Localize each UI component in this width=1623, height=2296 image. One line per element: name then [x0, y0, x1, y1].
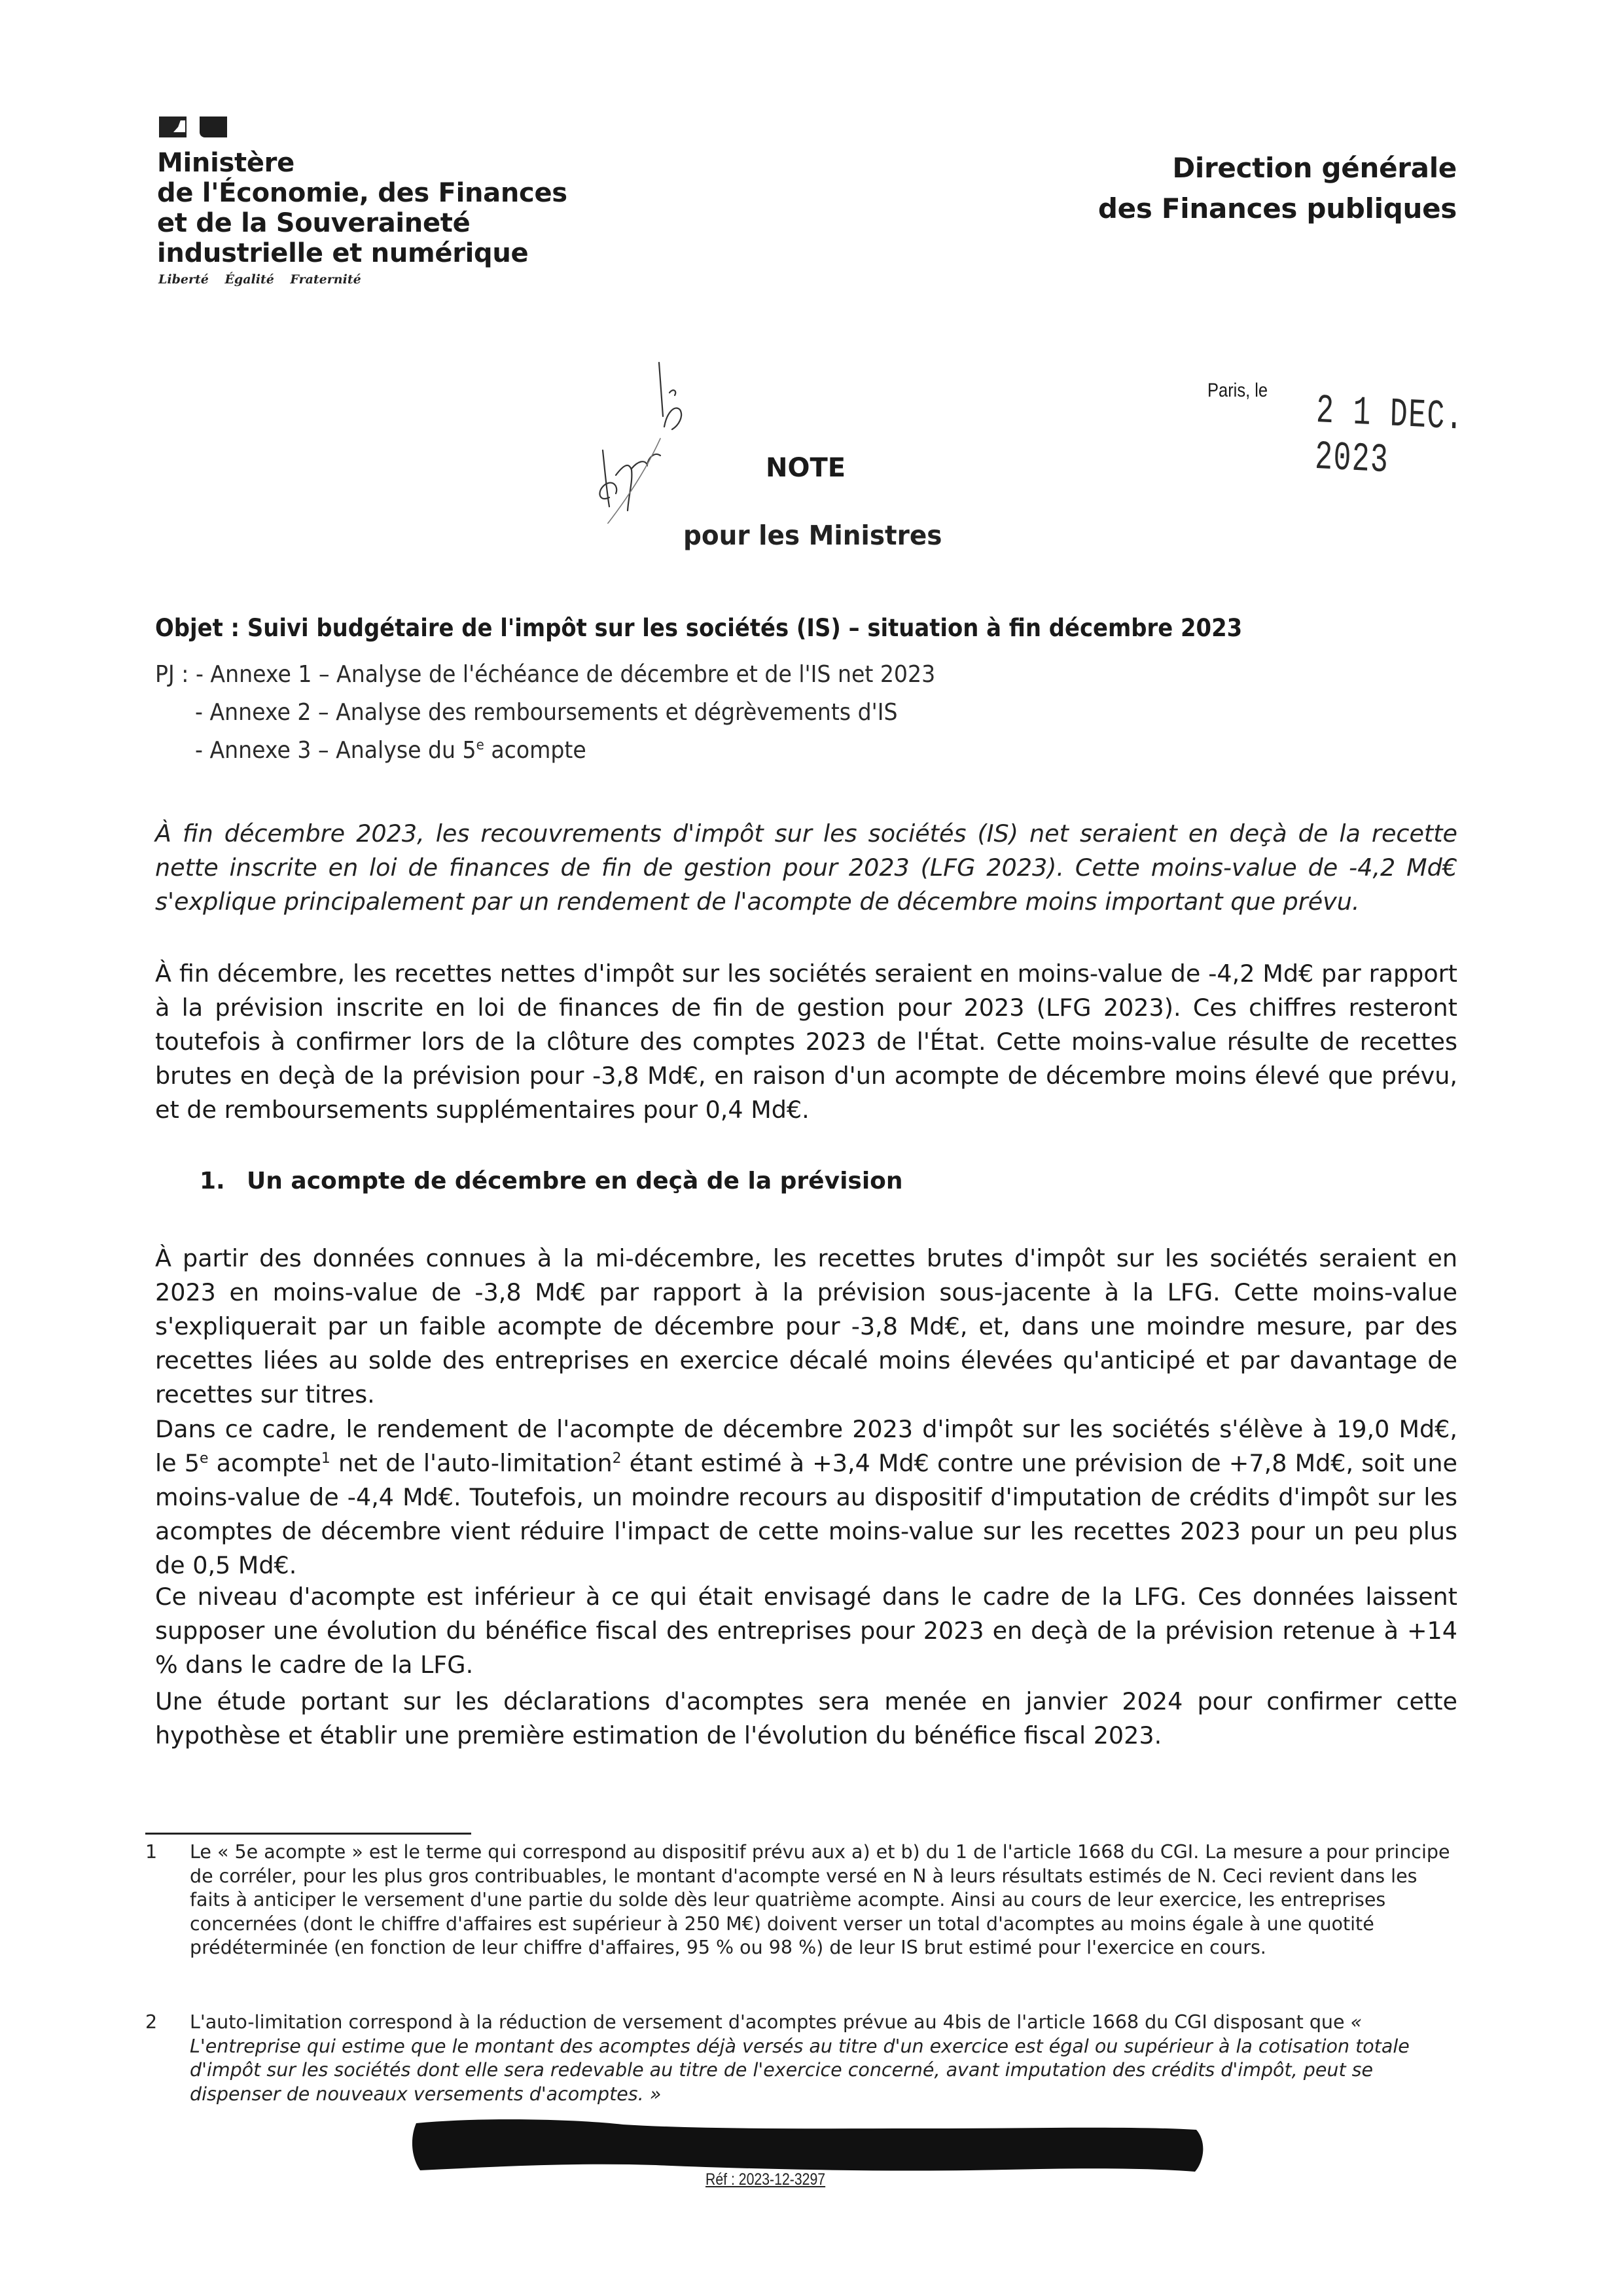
redaction-blot [412, 2119, 1203, 2172]
attachment-text: acompte [484, 737, 586, 764]
footnote-body: L'auto-limitation correspond à la réduction de versement d'acomptes prévue au 4bis de l'article 1668 du CGI disposant que [190, 2011, 1351, 2033]
direction-line: Direction générale [1172, 152, 1457, 184]
note-title: NOTE [766, 453, 846, 483]
footnote-text [190, 2011, 1461, 2106]
footnote-separator [145, 1833, 471, 1835]
signature-stroke [669, 390, 675, 395]
place-label: Paris, le [1207, 380, 1268, 401]
signature-stroke [607, 439, 660, 524]
ministry-name [157, 148, 567, 268]
signature-stroke [616, 465, 632, 511]
attachment-item [195, 737, 586, 764]
ministry-line: Ministère [157, 148, 294, 178]
date-stamp: 2 1 DEC. 2023 [1314, 387, 1465, 484]
ministry-line: de l'Économie, des Finances [157, 178, 567, 208]
paragraph-text: net de l'auto-limitation [330, 1449, 613, 1477]
footnote [145, 2011, 1461, 2106]
section-heading [200, 1168, 903, 1194]
superscript: e [200, 1450, 209, 1467]
direction-line: des Finances publiques [1097, 192, 1457, 224]
marianne-logo-icon [159, 117, 232, 137]
section-number: 1. [200, 1168, 225, 1194]
summary-paragraph: À fin décembre 2023, les recouvrements d'impôt sur les sociétés (IS) net seraient en deçà de la recette nette inscrite en loi de finances de fin de gestion pour 2023 (LFG 2023). Cette moins-value de -4,2 Md€ s'explique principalement par un rendement de l'acompte de décembre moins important que prévu. [155, 819, 1457, 916]
direction-name [1098, 148, 1457, 229]
reference-number: Réf : 2023-12-3297 [705, 2170, 826, 2189]
subject-line: Objet : Suivi budgétaire de l'impôt sur les sociétés (IS) – situation à fin décembre 2023 [155, 614, 1243, 642]
footnote-quote: « L'entreprise qui estime que le montant des acomptes déjà versés au titre d'un exercice est égal ou supérieur à la cotisation totale d'impôt sur les sociétés dont elle sera redevable au titre de l'exercice concerné, avant imputation des crédits d'impôt, peut se dispenser de nouveaux versements d'acomptes. » [190, 2011, 1410, 2105]
superscript: e [476, 737, 484, 753]
paragraph-text: étant estimé à +3,4 Md€ contre une prévision de +7,8 Md€, soit une moins-value de -4,4 Md€. Toutefois, un moindre recours au dispositif d'imputation de crédits d'impôt sur les acomptes de décembre vient réduire l'impact de cette moins-value sur les recettes 2023 pour un peu plus de 0,5 Md€. [155, 1449, 1457, 1579]
ministry-line: et de la Souveraineté [157, 208, 471, 238]
footnote-number: 1 [145, 1841, 158, 1863]
footnote-text: Le « 5e acompte » est le terme qui correspond au dispositif prévu aux a) et b) du 1 de l'article 1668 du CGI. La mesure a pour principe de corréler, pour les plus gros contribuables, le montant d'acompte versé en N à leurs résultats estimés de N. Ceci revient dans les faits à anticiper le versement d'une partie du solde dès leur quatrième acompte. Ainsi au cours de leur exercice, les entreprises concernées (dont le chiffre d'affaires est supérieur à 250 M€) doivent verser un total d'acomptes au moins égale à une quotité prédéterminée (en fonction de leur chiffre d'affaires, 95 % ou 98 %) de leur IS brut estimé pour l'exercice en cours. [190, 1841, 1450, 1958]
handwritten-signature-icon [592, 353, 762, 524]
note-recipient: pour les Ministres [683, 520, 942, 551]
attachment-item: - Annexe 2 – Analyse des remboursements et dégrèvements d'IS [195, 699, 898, 726]
paragraph-text: Dans ce cadre, le rendement de l'acompte de décembre 2023 d'impôt sur les sociétés s'élève à 19,0 Md€, le 5 [155, 1415, 1457, 1477]
body-paragraph: Ce niveau d'acompte est inférieur à ce qui était envisagé dans le cadre de la LFG. Ces données laissent supposer une évolution du bénéfice fiscal des entreprises pour 2023 en deçà de la prévision retenue à +14 % dans le cadre de la LFG. [155, 1583, 1457, 1679]
redaction-mark [407, 2115, 1205, 2176]
attachment-text: - Annexe 3 – Analyse du 5 [195, 737, 476, 764]
footnote-ref-2[interactable]: 2 [612, 1450, 622, 1467]
footnote-number: 2 [145, 2011, 158, 2033]
signature-stroke [659, 363, 663, 416]
republic-motto: Liberté Égalité Fraternité [158, 272, 361, 287]
footnote [145, 1840, 1461, 1960]
attachment-item: PJ : - Annexe 1 – Analyse de l'échéance de décembre et de l'IS net 2023 [155, 661, 936, 688]
body-paragraph: Une étude portant sur les déclarations d'acomptes sera menée en janvier 2024 pour confirmer cette hypothèse et établir une première estimation de l'évolution du bénéfice fiscal 2023. [155, 1687, 1457, 1749]
footnote-ref-1[interactable]: 1 [321, 1450, 330, 1467]
paragraph-text: acompte [208, 1449, 321, 1477]
body-paragraph [155, 1412, 1457, 1583]
ministry-line: industrielle et numérique [157, 238, 529, 268]
body-paragraph: À fin décembre, les recettes nettes d'impôt sur les sociétés seraient en moins-value de -4,2 Md€ par rapport à la prévision inscrite en loi de finances de fin de gestion pour 2023 (LFG 2023). Ces chiffres resteront toutefois à confirmer lors de la clôture des comptes 2023 de l'État. Cette moins-value résulte de recettes brutes en deçà de la prévision pour -3,8 Md€, en raison d'un acompte de décembre moins élevé que prévu, et de remboursements supplémentaires pour 0,4 Md€. [155, 960, 1457, 1124]
body-paragraph: À partir des données connues à la mi-décembre, les recettes brutes d'impôt sur les sociétés seraient en 2023 en moins-value de -3,8 Md€ par rapport à la prévision sous-jacente à la LFG. Cette moins-value s'expliquerait par un faible acompte de décembre pour -3,8 Md€, et, dans une moindre mesure, par des recettes liées au solde des entreprises en exercice décalé moins élevées qu'anticipé et par davantage de recettes sur titres. [155, 1244, 1457, 1408]
section-title: Un acompte de décembre en deçà de la prévision [247, 1168, 903, 1194]
signature-stroke [664, 408, 681, 429]
